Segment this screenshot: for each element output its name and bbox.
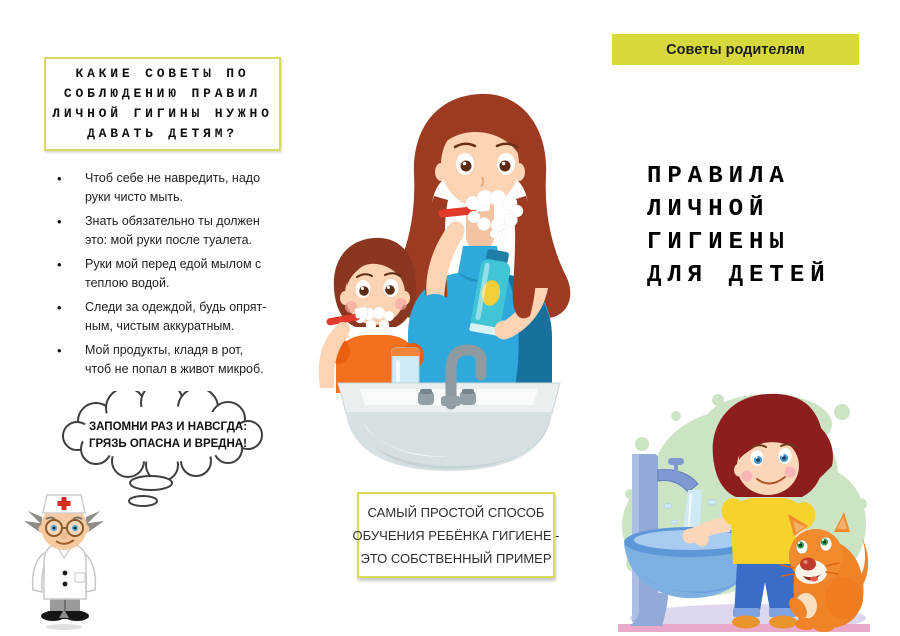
list-item — [57, 341, 267, 379]
list-item — [57, 169, 267, 207]
tip-line: Чтоб себе не навредить, надо — [85, 171, 261, 185]
caption-line: САМЫЙ ПРОСТОЙ СПОСОБ — [367, 504, 545, 520]
parents-advice-badge — [612, 34, 859, 65]
tips-list — [57, 169, 267, 384]
question-line: КАКИЕ СОВЕТЫ ПО — [75, 66, 250, 81]
caption-box — [352, 492, 560, 578]
bullet-icon: • — [57, 214, 62, 229]
tip-line: ным, чистым аккуратным. — [85, 319, 235, 333]
tip-line: Знать обязательно ты должен — [85, 214, 260, 228]
caption-line: ЭТО СОБСТВЕННЫЙ ПРИМЕР — [360, 550, 552, 566]
question-line: ЛИЧНОЙ ГИГИНЫ НУЖНО — [52, 106, 273, 121]
page-title — [647, 160, 882, 292]
bullet-icon: • — [57, 257, 62, 272]
title-line: ГИГИЕНЫ — [647, 229, 790, 256]
family-brushing-teeth-illustration — [308, 88, 590, 483]
bubble-line: ЗАПОМНИ РАЗ И НАВСГДА: — [88, 421, 248, 433]
tip-line: Руки мой перед едой мылом с — [85, 257, 262, 271]
tip-line: теплою водой. — [85, 276, 170, 290]
question-box — [44, 57, 281, 151]
tip-line: это: мой руки после туалета. — [85, 233, 253, 247]
bullet-icon: • — [57, 343, 62, 358]
bullet-icon: • — [57, 300, 62, 315]
tip-line: чтоб не попал в живот микроб. — [85, 362, 264, 376]
question-line: ДАВАТЬ ДЕТЯМ? — [87, 126, 238, 141]
boy-washing-hands-illustration — [618, 386, 870, 632]
tip-line: Мой продукты, кладя в рот, — [85, 343, 244, 357]
doctor-illustration — [16, 489, 112, 631]
badge-label: Советы родителям — [666, 41, 805, 58]
bullet-icon: • — [57, 171, 62, 186]
caption-line: ОБУЧЕНИЯ РЕБЁНКА ГИГИЕНЕ - — [352, 527, 560, 543]
title-line: ДЛЯ ДЕТЕЙ — [647, 262, 831, 289]
bubble-line: ГРЯЗЬ ОПАСНА И ВРЕДНА! — [89, 438, 247, 450]
question-line: СОБЛЮДЕНИЮ ПРАВИЛ — [63, 86, 262, 101]
tip-line: руки чисто мыть. — [85, 190, 184, 204]
list-item — [57, 212, 267, 250]
thought-bubble-text — [84, 419, 252, 453]
title-line: ЛИЧНОЙ — [647, 196, 770, 223]
list-item — [57, 255, 267, 293]
title-line: ПРАВИЛА — [647, 163, 790, 190]
tip-line: Следи за одеждой, будь опрят- — [85, 300, 267, 314]
list-item — [57, 298, 267, 336]
